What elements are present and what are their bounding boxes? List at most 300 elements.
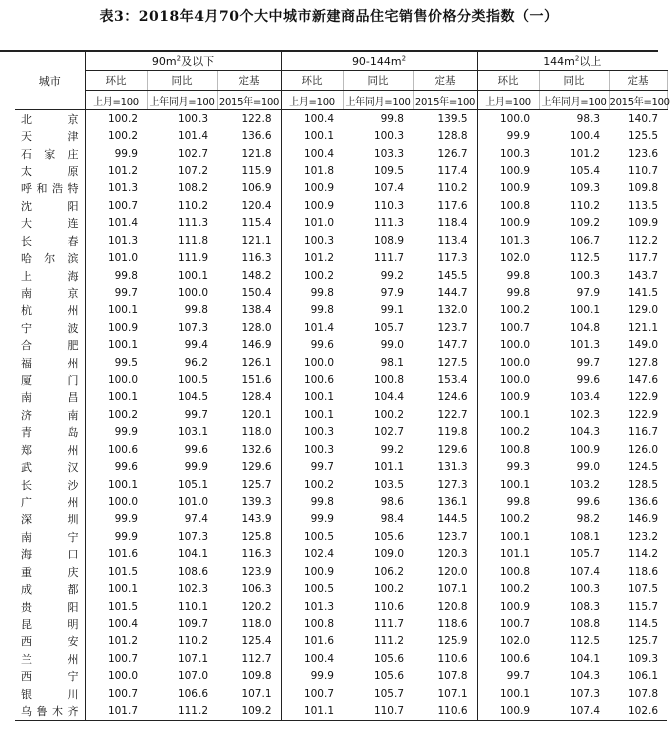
index-value: 104.3	[569, 426, 601, 439]
index-value: 123.9	[217, 563, 281, 580]
table-row	[15, 371, 667, 388]
index-value: 117.4	[413, 162, 477, 179]
index-value: 146.9	[217, 336, 281, 353]
city-name: 西宁	[15, 668, 85, 685]
city-name: 天津	[15, 127, 85, 144]
table-row	[15, 249, 667, 266]
index-value: 100.4	[569, 130, 601, 143]
index-value: 111.9	[177, 252, 208, 265]
index-value: 107.3	[177, 321, 208, 334]
index-value: 97.4	[184, 513, 208, 526]
index-value: 100.1	[107, 391, 138, 404]
index-value: 111.8	[177, 234, 208, 247]
index-value: 100.4	[303, 112, 334, 125]
city-name: 银川	[15, 685, 85, 702]
index-value: 105.6	[373, 670, 404, 683]
index-value: 99.2	[380, 269, 404, 282]
index-value: 101.5	[107, 600, 138, 613]
table-row	[15, 685, 667, 702]
index-value: 100.1	[107, 304, 138, 317]
index-value: 107.8	[627, 687, 659, 700]
index-value: 136.6	[627, 495, 659, 508]
index-value: 104.8	[569, 321, 601, 334]
index-value: 140.7	[627, 112, 659, 125]
index-value: 126.1	[217, 354, 281, 371]
index-value: 100.2	[499, 583, 531, 596]
index-value: 98.3	[576, 112, 601, 125]
index-value: 125.7	[217, 476, 281, 493]
index-value: 100.9	[477, 702, 539, 720]
table-row	[15, 406, 667, 423]
index-value: 100.1	[499, 687, 531, 700]
sub-header: 同比	[343, 71, 413, 91]
index-value: 100.7	[107, 199, 138, 212]
index-value: 149.0	[627, 339, 659, 352]
index-value: 99.8	[310, 304, 334, 317]
table-row	[15, 441, 667, 458]
index-value: 122.7	[413, 406, 477, 423]
table-row	[15, 563, 667, 580]
table-row	[15, 302, 667, 319]
index-value: 99.8	[506, 286, 531, 299]
index-value: 127.8	[627, 356, 659, 369]
index-value: 99.6	[114, 461, 138, 474]
table-row	[15, 528, 667, 545]
index-value: 102.0	[499, 635, 531, 648]
index-value: 101.8	[303, 164, 334, 177]
table-row	[15, 215, 667, 232]
index-value: 129.0	[627, 304, 659, 317]
index-value: 125.4	[217, 633, 281, 650]
index-value: 96.2	[184, 356, 208, 369]
index-value: 102.7	[373, 426, 404, 439]
index-value: 127.3	[413, 476, 477, 493]
index-value: 100.2	[107, 408, 138, 421]
index-value: 128.0	[217, 319, 281, 336]
group-header-small: $90m^2$及以下	[85, 52, 281, 71]
base-header: 上月=100	[477, 91, 539, 110]
index-value: 110.3	[373, 199, 404, 212]
group-header-medium: $90-144m^2$	[281, 52, 477, 71]
index-value: 99.0	[576, 461, 601, 474]
index-value: 115.9	[217, 162, 281, 179]
index-value: 106.7	[569, 234, 601, 247]
index-value: 100.1	[499, 530, 531, 543]
city-name: 南昌	[15, 389, 85, 406]
index-value: 106.1	[627, 670, 659, 683]
city-name: 石家庄	[15, 145, 85, 162]
index-value: 100.0	[499, 112, 531, 125]
index-value: 116.3	[217, 546, 281, 563]
index-value: 107.3	[177, 530, 208, 543]
index-value: 100.7	[107, 652, 138, 665]
index-value: 108.8	[569, 617, 601, 630]
index-value: 100.2	[499, 513, 531, 526]
index-value: 107.0	[177, 670, 208, 683]
index-value: 99.8	[310, 286, 334, 299]
index-value: 105.6	[373, 652, 404, 665]
sub-header: 环比	[477, 71, 539, 91]
index-value: 101.2	[569, 147, 601, 160]
index-value: 110.2	[177, 199, 208, 212]
sub-header: 环比	[85, 71, 147, 91]
sub-header: 定基	[413, 71, 477, 91]
index-value: 99.9	[310, 513, 334, 526]
index-value: 100.9	[569, 443, 601, 456]
index-value: 100.0	[499, 374, 531, 387]
index-value: 124.5	[627, 461, 659, 474]
index-value: 99.8	[114, 269, 138, 282]
table-row	[15, 424, 667, 441]
index-value: 101.4	[177, 130, 208, 143]
city-name: 西安	[15, 633, 85, 650]
sub-header: 同比	[147, 71, 217, 91]
city-name: 长春	[15, 232, 85, 249]
index-value: 100.1	[303, 391, 334, 404]
index-value: 99.9	[114, 530, 138, 543]
table-row	[15, 110, 667, 128]
index-value: 100.1	[499, 478, 531, 491]
index-value: 99.7	[114, 286, 138, 299]
index-value: 127.5	[413, 354, 477, 371]
index-value: 103.4	[569, 391, 601, 404]
index-value: 136.1	[413, 493, 477, 510]
index-value: 129.6	[217, 458, 281, 475]
index-value: 102.3	[177, 583, 208, 596]
index-value: 109.3	[627, 652, 659, 665]
index-value: 100.0	[177, 286, 208, 299]
city-name: 武汉	[15, 458, 85, 475]
city-name: 上海	[15, 267, 85, 284]
table-row	[15, 267, 667, 284]
index-value: 99.1	[380, 304, 404, 317]
index-value: 100.1	[569, 304, 601, 317]
index-value: 100.1	[499, 408, 531, 421]
index-value: 100.0	[107, 495, 138, 508]
city-name: 呼和浩特	[15, 180, 85, 197]
index-value: 125.7	[627, 635, 659, 648]
index-value: 109.8	[217, 668, 281, 685]
index-value: 101.3	[569, 339, 601, 352]
index-value: 100.7	[499, 617, 531, 630]
index-value: 100.1	[107, 339, 138, 352]
index-value: 104.4	[373, 391, 404, 404]
index-value: 123.6	[627, 147, 659, 160]
city-name: 郑州	[15, 441, 85, 458]
base-header: 上年同月=100	[147, 91, 217, 110]
index-value: 104.3	[569, 670, 601, 683]
table-row	[15, 598, 667, 615]
index-value: 99.9	[310, 670, 334, 683]
index-value: 151.6	[217, 371, 281, 388]
index-value: 139.3	[217, 493, 281, 510]
index-value: 105.1	[177, 478, 208, 491]
index-value: 100.3	[303, 443, 334, 456]
table-row	[15, 180, 667, 197]
index-value: 118.0	[217, 615, 281, 632]
city-name: 深圳	[15, 511, 85, 528]
index-value: 118.0	[217, 424, 281, 441]
index-value: 101.2	[303, 252, 334, 265]
index-value: 101.2	[107, 635, 138, 648]
index-value: 150.4	[217, 284, 281, 301]
index-value: 100.9	[499, 391, 531, 404]
index-value: 116.3	[217, 249, 281, 266]
index-value: 99.8	[310, 495, 334, 508]
index-value: 109.5	[373, 164, 404, 177]
index-value: 111.2	[147, 702, 217, 720]
base-header: 2015年=100	[609, 91, 667, 110]
index-value: 101.3	[107, 182, 138, 195]
city-name: 济南	[15, 406, 85, 423]
table-title: 表3：2018年4月70个大中城市新建商品住宅销售价格分类指数（一）	[99, 9, 559, 25]
index-value: 103.5	[373, 478, 404, 491]
index-value: 99.9	[184, 461, 208, 474]
index-value: 126.7	[413, 145, 477, 162]
index-value: 109.3	[569, 182, 601, 195]
index-value: 99.8	[506, 269, 531, 282]
index-value: 120.8	[413, 598, 477, 615]
index-value: 109.7	[177, 617, 208, 630]
city-name: 杭州	[15, 302, 85, 319]
index-value: 97.9	[576, 286, 601, 299]
index-value: 98.4	[380, 513, 404, 526]
city-name: 海口	[15, 546, 85, 563]
index-value: 104.1	[569, 652, 601, 665]
index-value: 101.1	[281, 702, 343, 720]
index-value: 101.1	[499, 548, 531, 561]
table-row	[15, 145, 667, 162]
sub-header: 环比	[281, 71, 343, 91]
index-value: 99.8	[380, 112, 404, 125]
city-name: 太原	[15, 162, 85, 179]
index-value: 100.8	[499, 443, 531, 456]
index-value: 138.4	[217, 302, 281, 319]
index-value: 101.3	[303, 600, 334, 613]
index-value: 106.3	[217, 580, 281, 597]
index-value: 109.2	[569, 217, 601, 230]
index-value: 97.9	[380, 286, 404, 299]
index-value: 114.2	[627, 548, 659, 561]
index-value: 98.1	[380, 356, 404, 369]
index-value: 100.6	[107, 443, 138, 456]
index-value: 153.4	[413, 371, 477, 388]
city-name: 福州	[15, 354, 85, 371]
index-value: 112.7	[217, 650, 281, 667]
base-header: 上月=100	[85, 91, 147, 110]
index-value: 100.8	[373, 374, 404, 387]
price-index-table	[15, 52, 668, 721]
index-value: 101.0	[303, 217, 334, 230]
table-row	[15, 580, 667, 597]
index-value: 100.8	[499, 565, 531, 578]
sub-header: 同比	[539, 71, 609, 91]
index-value: 100.0	[303, 356, 334, 369]
index-value: 99.7	[310, 461, 334, 474]
index-value: 100.7	[107, 687, 138, 700]
index-value: 100.2	[499, 426, 531, 439]
index-value: 99.9	[114, 426, 138, 439]
index-value: 128.5	[627, 478, 659, 491]
index-value: 110.6	[413, 650, 477, 667]
index-value: 99.7	[506, 670, 531, 683]
index-value: 98.2	[576, 513, 601, 526]
index-value: 107.3	[569, 687, 601, 700]
index-value: 100.0	[107, 374, 138, 387]
city-name: 青岛	[15, 424, 85, 441]
sub-header: 定基	[217, 71, 281, 91]
index-value: 139.5	[413, 110, 477, 128]
city-name: 昆明	[15, 615, 85, 632]
table-row	[15, 336, 667, 353]
city-name: 大连	[15, 215, 85, 232]
index-value: 110.2	[413, 180, 477, 197]
table-row	[15, 493, 667, 510]
index-value: 101.0	[107, 252, 138, 265]
index-value: 120.4	[217, 197, 281, 214]
city-name: 乌鲁木齐	[15, 702, 85, 720]
index-value: 99.4	[184, 339, 208, 352]
index-value: 118.4	[413, 215, 477, 232]
index-value: 101.2	[107, 164, 138, 177]
index-value: 101.4	[107, 217, 138, 230]
index-value: 145.5	[413, 267, 477, 284]
index-value: 112.2	[627, 234, 659, 247]
city-name: 贵阳	[15, 598, 85, 615]
index-value: 107.4	[373, 182, 404, 195]
city-name: 成都	[15, 580, 85, 597]
index-value: 111.7	[373, 617, 404, 630]
index-value: 112.5	[569, 635, 601, 648]
index-value: 100.9	[303, 565, 334, 578]
index-value: 100.3	[177, 112, 208, 125]
index-value: 126.0	[627, 443, 659, 456]
index-value: 105.7	[373, 687, 404, 700]
base-header: 上年同月=100	[343, 91, 413, 110]
city-name: 南宁	[15, 528, 85, 545]
index-value: 107.1	[413, 580, 477, 597]
index-value: 108.3	[569, 600, 601, 613]
index-value: 100.2	[107, 130, 138, 143]
index-value: 109.2	[217, 702, 281, 720]
index-value: 125.8	[217, 528, 281, 545]
index-value: 108.1	[569, 530, 601, 543]
index-value: 111.3	[177, 217, 208, 230]
index-value: 106.9	[217, 180, 281, 197]
index-value: 148.2	[217, 267, 281, 284]
table-row	[15, 162, 667, 179]
index-value: 103.2	[569, 478, 601, 491]
city-name: 厦门	[15, 371, 85, 388]
index-value: 101.6	[303, 635, 334, 648]
index-value: 144.7	[413, 284, 477, 301]
index-value: 117.3	[413, 249, 477, 266]
index-value: 110.2	[177, 635, 208, 648]
index-value: 107.4	[539, 702, 609, 720]
index-value: 121.1	[217, 232, 281, 249]
index-value: 111.7	[373, 252, 404, 265]
index-value: 99.2	[380, 443, 404, 456]
city-column-header: 城市	[15, 52, 85, 110]
index-value: 143.9	[217, 511, 281, 528]
index-value: 132.6	[217, 441, 281, 458]
index-value: 125.5	[627, 130, 659, 143]
index-value: 123.7	[413, 528, 477, 545]
index-value: 101.1	[373, 461, 404, 474]
index-value: 105.4	[569, 164, 601, 177]
base-header: 上月=100	[281, 91, 343, 110]
index-value: 117.6	[413, 197, 477, 214]
index-value: 101.7	[85, 702, 147, 720]
table-row	[15, 633, 667, 650]
index-value: 108.6	[177, 565, 208, 578]
index-value: 107.1	[177, 652, 208, 665]
index-value: 103.3	[373, 147, 404, 160]
index-value: 100.3	[569, 269, 601, 282]
index-value: 103.1	[177, 426, 208, 439]
index-value: 100.9	[499, 164, 531, 177]
index-value: 100.3	[373, 130, 404, 143]
index-value: 109.0	[373, 548, 404, 561]
index-value: 146.9	[627, 513, 659, 526]
index-value: 100.3	[303, 426, 334, 439]
index-value: 100.4	[303, 652, 334, 665]
index-value: 123.2	[627, 530, 659, 543]
table-row	[15, 232, 667, 249]
index-value: 109.9	[627, 217, 659, 230]
index-value: 119.8	[413, 424, 477, 441]
index-value: 100.4	[107, 617, 138, 630]
index-value: 100.4	[303, 147, 334, 160]
table-row	[15, 650, 667, 667]
index-value: 107.2	[177, 164, 208, 177]
index-value: 100.9	[303, 199, 334, 212]
index-value: 141.5	[627, 286, 659, 299]
index-value: 120.0	[413, 563, 477, 580]
index-value: 113.5	[627, 199, 659, 212]
table-row	[15, 511, 667, 528]
index-value: 99.6	[576, 495, 601, 508]
index-value: 100.5	[303, 583, 334, 596]
index-value: 100.8	[499, 199, 531, 212]
index-value: 120.3	[413, 546, 477, 563]
index-value: 131.3	[413, 458, 477, 475]
index-value: 115.4	[217, 215, 281, 232]
index-value: 100.2	[107, 112, 138, 125]
city-name: 兰州	[15, 650, 85, 667]
index-value: 99.9	[506, 130, 531, 143]
index-value: 112.5	[569, 252, 601, 265]
index-value: 105.7	[373, 321, 404, 334]
index-value: 107.1	[217, 685, 281, 702]
index-value: 100.1	[107, 478, 138, 491]
index-value: 102.3	[569, 408, 601, 421]
index-value: 99.7	[184, 408, 208, 421]
index-value: 143.7	[627, 269, 659, 282]
index-value: 100.0	[107, 670, 138, 683]
index-value: 117.7	[627, 252, 659, 265]
index-value: 100.9	[499, 182, 531, 195]
table-row	[15, 702, 667, 720]
index-value: 99.7	[576, 356, 601, 369]
index-value: 100.2	[303, 478, 334, 491]
index-value: 100.3	[499, 147, 531, 160]
index-value: 116.7	[627, 426, 659, 439]
table-row	[15, 668, 667, 685]
index-value: 100.6	[499, 652, 531, 665]
index-value: 100.2	[499, 304, 531, 317]
index-value: 102.7	[177, 147, 208, 160]
